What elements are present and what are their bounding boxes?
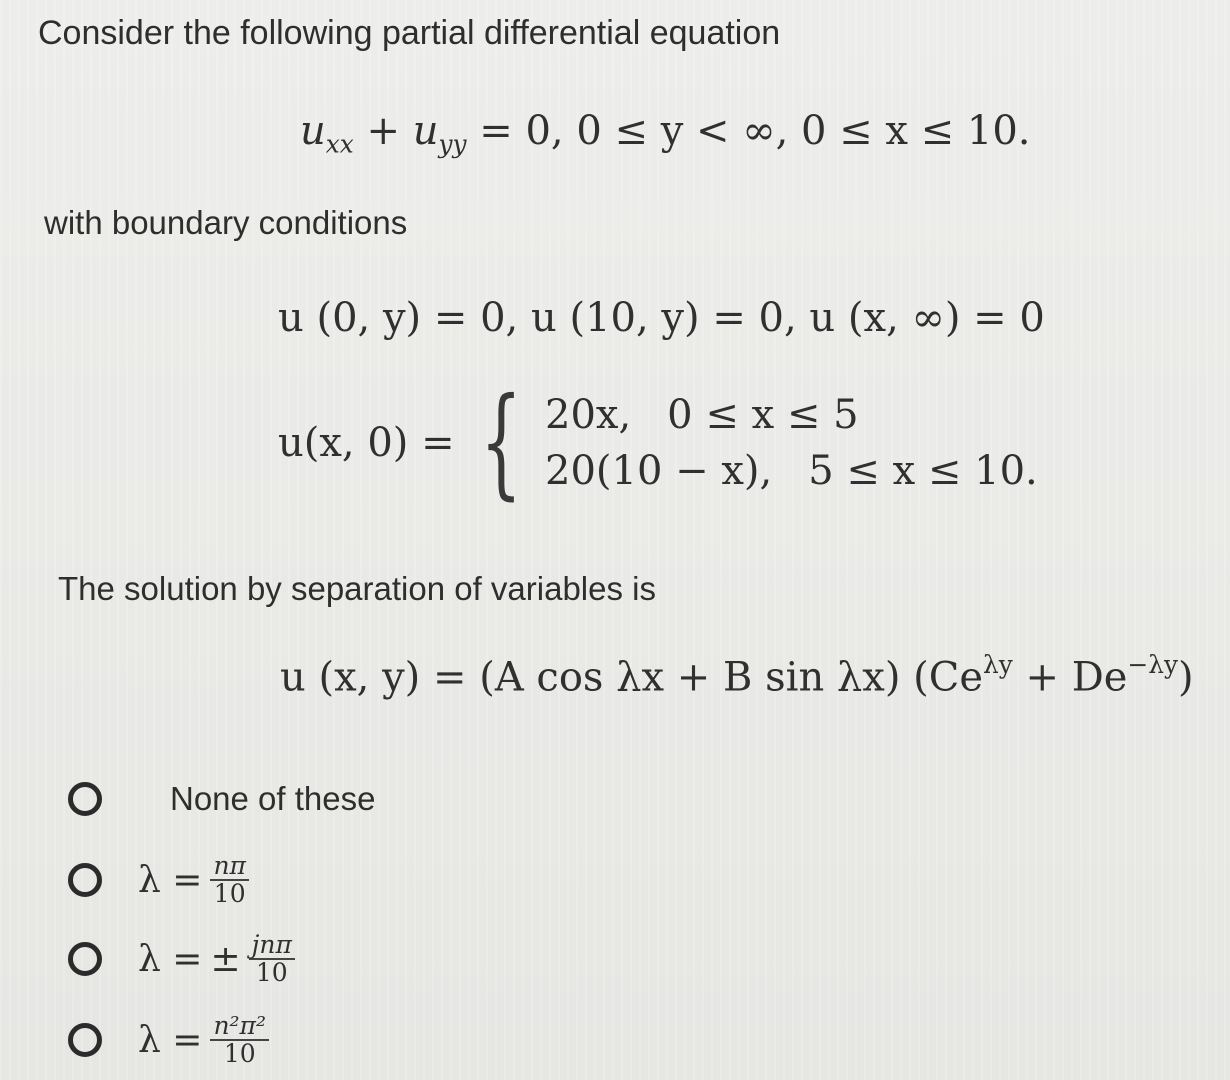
eq-term-a: u	[300, 108, 326, 154]
option-math	[138, 932, 295, 986]
radio-button[interactable]	[68, 942, 102, 976]
answer-option-none[interactable]	[68, 780, 375, 818]
option-lhs: λ =	[138, 938, 203, 980]
solution-label: The solution by separation of variables is	[58, 570, 656, 607]
answer-option-1[interactable]	[68, 853, 249, 907]
radio-button[interactable]	[68, 863, 102, 897]
denominator: 10	[255, 958, 288, 987]
eq-term-b: u	[412, 108, 439, 154]
solution-equation	[280, 650, 1194, 700]
fraction	[249, 932, 295, 986]
solution-end: )	[1177, 654, 1194, 701]
case1-expression: 20x,	[545, 392, 632, 438]
case1-range: 0 ≤ x ≤ 5	[667, 392, 859, 438]
radio-button[interactable]	[68, 782, 102, 816]
denominator: 10	[213, 879, 246, 908]
fraction	[210, 1013, 269, 1067]
fraction	[210, 853, 249, 907]
solution-main: u (x, y) = (A cos λx + B sin λx) (Ce	[280, 654, 984, 701]
plus-minus: ±	[210, 938, 241, 980]
option-math	[138, 1013, 269, 1067]
radio-button[interactable]	[68, 1023, 102, 1057]
eq-term-b-sub: yy	[438, 129, 467, 159]
piecewise-cases	[545, 392, 1038, 494]
case2-range: 5 ≤ x ≤ 10.	[808, 448, 1038, 494]
option-math	[138, 853, 249, 907]
option-lhs: λ =	[138, 859, 203, 901]
boundary-conditions: u (0, y) = 0, u (10, y) = 0, u (x, ∞) = 0	[278, 295, 1045, 341]
case2-expression: 20(10 − x),	[545, 448, 773, 494]
left-brace: {	[479, 373, 522, 512]
option-lhs: λ =	[138, 1019, 203, 1061]
case-row-1	[545, 392, 1038, 438]
pde-equation	[300, 108, 1031, 159]
solution-exp1: λy	[983, 650, 1013, 679]
answer-option-3[interactable]	[68, 1013, 269, 1067]
initial-condition	[278, 373, 1038, 512]
numerator: n²π²	[210, 1013, 269, 1041]
boundary-conditions-label: with boundary conditions	[44, 204, 408, 241]
solution-mid: + De	[1012, 654, 1128, 701]
solution-exp2: −λy	[1127, 650, 1178, 679]
question-intro: Consider the following partial differential equation	[38, 14, 781, 52]
eq-term-a-sub: xx	[325, 129, 354, 159]
eq-plus: +	[353, 108, 413, 154]
option-label: None of these	[170, 780, 376, 817]
answer-option-2[interactable]	[68, 932, 295, 986]
denominator: 10	[223, 1039, 256, 1068]
numerator: jnπ	[249, 932, 295, 960]
ic-lhs: u(x, 0) =	[278, 420, 455, 466]
case-row-2	[545, 448, 1038, 494]
numerator: nπ	[210, 853, 249, 881]
eq-domain: = 0, 0 ≤ y < ∞, 0 ≤ x ≤ 10.	[466, 108, 1031, 154]
